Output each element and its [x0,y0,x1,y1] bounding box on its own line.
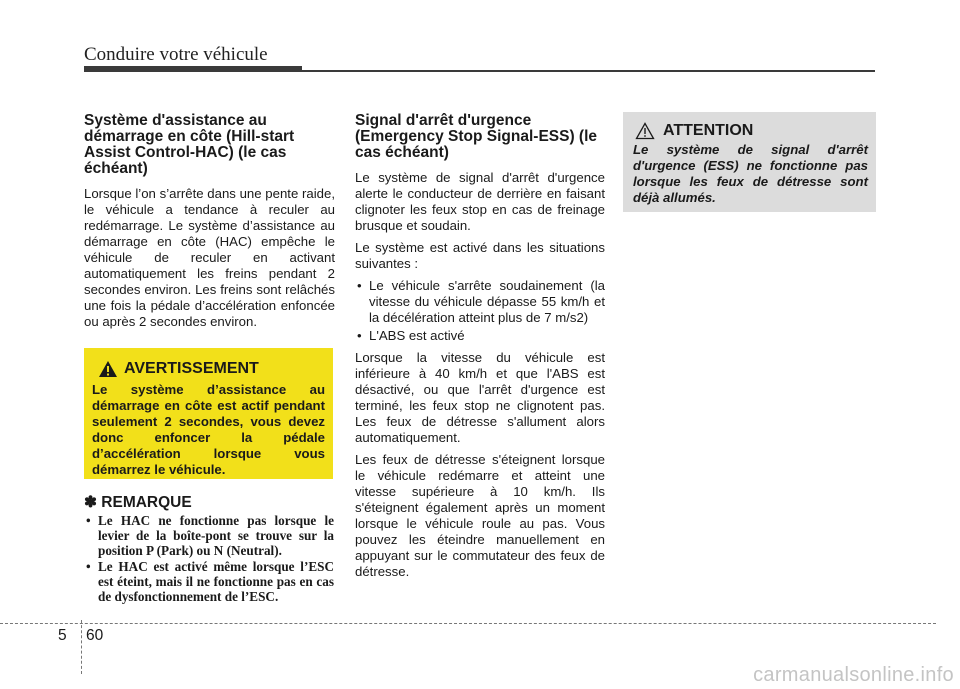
warning-triangle-icon [98,360,118,378]
watermark: carmanualsonline.info [753,664,954,686]
ess-para2: Les feux de détresse s'éteignent lorsque le véhicule redémarre et atteint une vitesse supérieure à 10 km/h. Ils s'éteignent également après un moment lorsque le véhicule roule au pas. Vous pouvez les éteindre manuellement en appuyant sur le commutateur des feux de détresse. [355,452,605,579]
remark-item-text: Le HAC ne fonctionne pas lorsque le levier de la boîte-pont se trouve sur la position P (Park) ou N (Neutral). [98,513,334,558]
attention-header [633,122,868,140]
ess-bullet-text: Le véhicule s'arrête soudainement (la vitesse du véhicule dépasse 55 km/h et la décélération atteint plus de 7 m/s2) [369,278,605,325]
list-item: • Le HAC ne fonctionne pas lorsque le levier de la boîte-pont se trouve sur la position P (Park) ou N (Neutral). [86,513,334,558]
ess-para1: Lorsque la vitesse du véhicule est inférieure à 40 km/h et que l'ABS est désactivé, ou que l'arrêt d'urgence est terminé, les feux stop ne clignotent pas. Les feux de détresse s'allument alors automatiquement. [355,350,605,445]
page-number: 60 [86,627,104,644]
warning-box [84,348,333,479]
footer-divider [81,620,82,674]
caution-triangle-icon [635,122,655,140]
warning-header [92,360,325,378]
remark-list [84,513,334,605]
ess-bullet-text: L'ABS est activé [369,328,465,343]
page-header-title: Conduire votre véhicule [84,44,268,65]
header-rule [302,70,875,72]
list-item: • Le HAC est activé même lorsque l’ESC est éteint, mais il ne fonctionne pas en cas de dysfonctionnement de l’ESC. [86,559,334,604]
ess-intro: Le système de signal d'arrêt d'urgence alerte le conducteur de derrière en faisant clignoter les feux stop en cas de freinage brusque et soudain. [355,170,605,233]
warning-text: Le système d’assistance au démarrage en côte est actif pendant seulement 2 secondes, vous devez donc enfoncer la pédale d’accélération lorsque vous démarrez le véhicule. [92,382,325,477]
section-number: 5 [58,627,67,644]
remark-item-text: Le HAC est activé même lorsque l’ESC est éteint, mais il ne fonctionne pas en cas de dysfonctionnement de l’ESC. [98,559,334,604]
hac-heading: Système d'assistance au démarrage en côte (Hill-start Assist Control-HAC) (le cas échéant) [84,112,295,177]
remark-title: ✽ REMARQUE [84,494,192,511]
ess-activation: Le système est activé dans les situations suivantes : [355,240,605,271]
warning-title: AVERTISSEMENT [124,360,259,377]
attention-box [623,112,876,212]
column-left [84,113,335,336]
ess-heading: Signal d'arrêt d'urgence (Emergency Stop Signal-ESS) (le cas échéant) [355,112,598,161]
column-middle [355,113,605,586]
footer-rule [0,623,936,624]
ess-bullets [355,278,605,344]
attention-title: ATTENTION [663,122,754,139]
list-item: • Le véhicule s'arrête soudainement (la vitesse du véhicule dépasse 55 km/h et la décélération atteint plus de 7 m/s2) [357,278,605,325]
attention-text: Le système de signal d'arrêt d'urgence (ESS) ne fonctionne pas lorsque les feux de détresse sont déjà allumés. [633,142,868,205]
header-bar [84,66,302,72]
list-item: • L'ABS est activé [357,328,465,343]
hac-body: Lorsque l’on s’arrête dans une pente raide, le véhicule a tendance à reculer au redémarrage. Le système d’assistance au démarrage en côte (HAC) empêche le véhicule de reculer en activant automatiquement les freins pendant 2 secondes environ. Les freins sont relâchés une fois la pédale d’accélération enfoncée ou après 2 secondes environ. [84,186,335,329]
